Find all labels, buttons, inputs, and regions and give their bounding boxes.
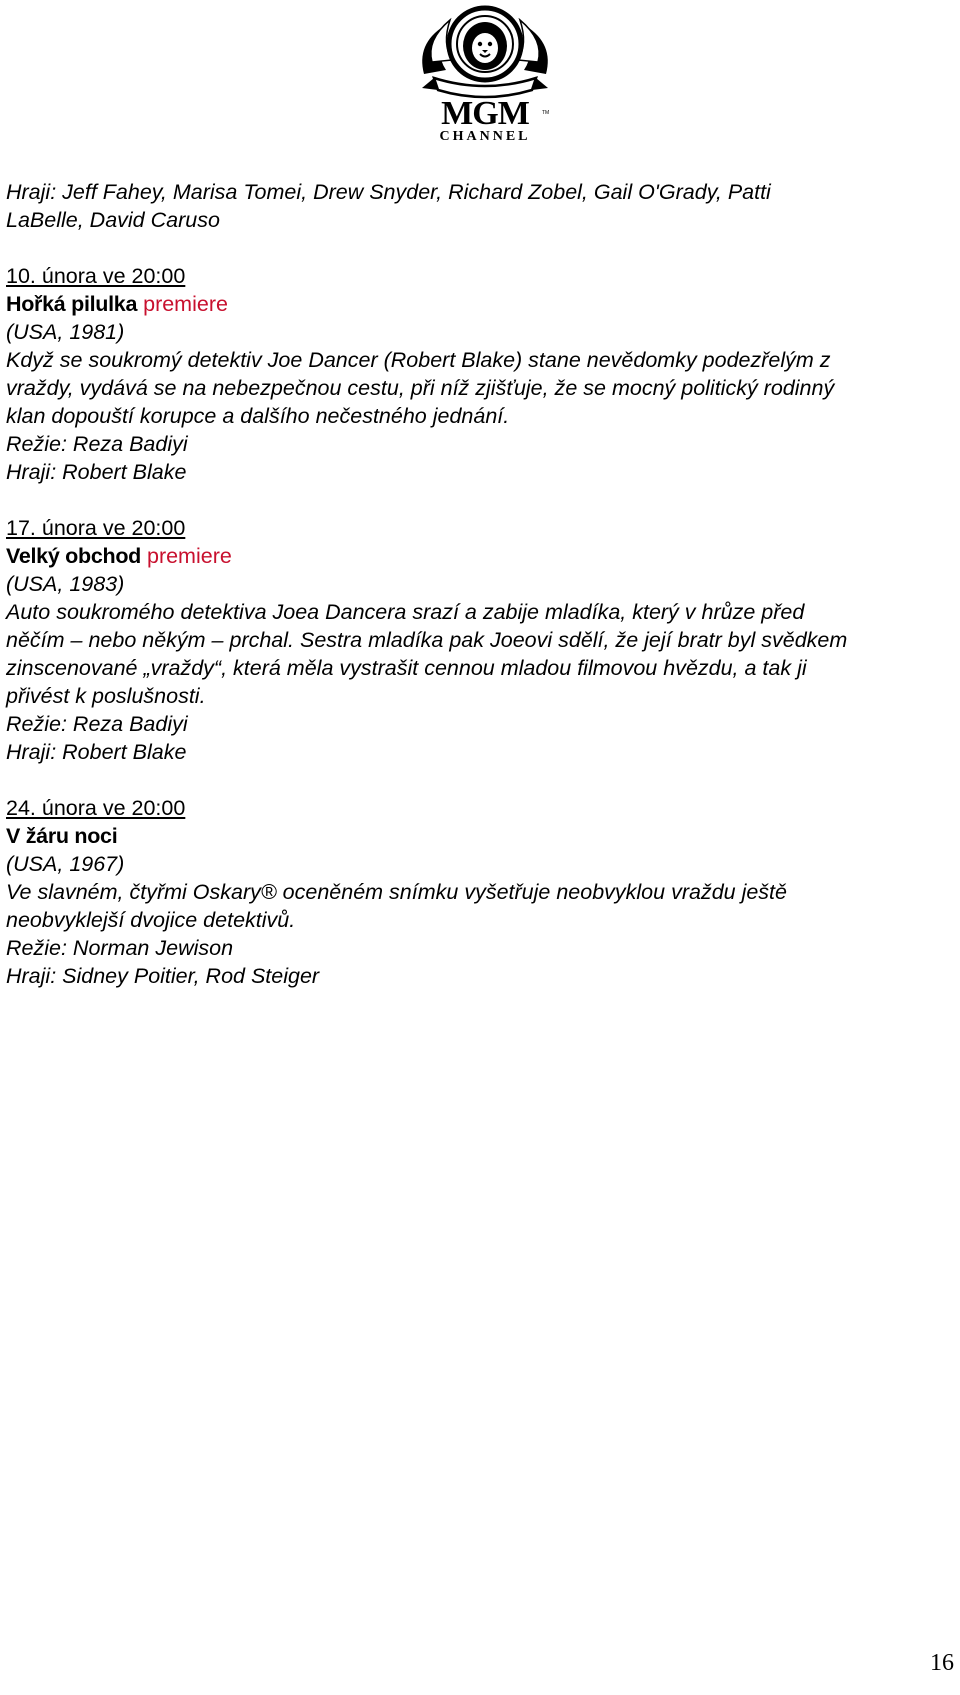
intro-cast-line: Hraji: Jeff Fahey, Marisa Tomei, Drew Snyder, Richard Zobel, Gail O'Grady, Patti (6, 180, 771, 204)
entry-director: Režie: Reza Badiyi (6, 712, 188, 736)
entry-description-line: přivést k poslušnosti. (6, 684, 206, 708)
entry-date: 17. února ve 20:00 (6, 516, 186, 540)
entry-origin: (USA, 1981) (6, 320, 125, 344)
logo-channel-text: CHANNEL (439, 129, 531, 144)
premiere-badge: premiere (146, 544, 232, 568)
entry-cast: Hraji: Sidney Poitier, Rod Steiger (6, 964, 320, 988)
page-number: 16 (930, 1650, 954, 1676)
spacer (6, 486, 954, 514)
entry-director: Režie: Norman Jewison (6, 936, 234, 960)
entry-description-line: klan dopouští korupce a dalšího nečestného jednání. (6, 404, 510, 428)
entry-date: 10. února ve 20:00 (6, 264, 186, 288)
entry-description-line: Když se soukromý detektiv Joe Dancer (Robert Blake) stane nevědomky podezřelým z (6, 348, 831, 372)
entry-cast: Hraji: Robert Blake (6, 460, 187, 484)
entry-origin: (USA, 1967) (6, 852, 125, 876)
entry-description-line: zinscenované „vraždy“, která měla vystrašit cennou mladou filmovou hvězdu, a tak ji (6, 656, 807, 680)
mgm-lion-emblem (404, 4, 566, 144)
entry-title-row (6, 542, 954, 570)
entry-director: Režie: Reza Badiyi (6, 432, 188, 456)
intro-cast-line: LaBelle, David Caruso (6, 208, 220, 232)
entry-title-row (6, 290, 954, 318)
entry-description-line: vraždy, vydává se na nebezpečnou cestu, při níž zjišťuje, že se mocný politický rodinný (6, 376, 835, 400)
entry-description-line: neobvyklejší dvojice detektivů. (6, 908, 296, 932)
programme-entry (6, 794, 954, 990)
spacer (6, 766, 954, 794)
entry-title-row (6, 822, 954, 850)
programme-entry (6, 514, 954, 766)
programme-listing (6, 178, 954, 990)
entry-description-line: Auto soukromého detektiva Joea Dancera srazí a zabije mladíka, který v hrůze před (6, 600, 805, 624)
entry-cast: Hraji: Robert Blake (6, 740, 187, 764)
entry-title: Velký obchod (6, 544, 141, 568)
entry-title: Hořká pilulka (6, 292, 138, 316)
premiere-badge: premiere (143, 292, 228, 316)
entry-description-line: Ve slavném, čtyřmi Oskary® oceněném snímku vyšetřuje neobvyklou vraždu ještě (6, 880, 787, 904)
programme-entry (6, 262, 954, 486)
mgm-channel-logo (404, 4, 566, 144)
entry-date: 24. února ve 20:00 (6, 796, 186, 820)
logo-brand-text: MGM (441, 95, 529, 132)
logo-tm-text: TM (542, 110, 550, 116)
entry-title: V žáru noci (6, 824, 118, 848)
entry-description-line: něčím – nebo někým – prchal. Sestra mladíka pak Joeovi sdělí, že její bratr byl svědkem (6, 628, 848, 652)
entry-origin: (USA, 1983) (6, 572, 125, 596)
spacer (6, 234, 954, 262)
